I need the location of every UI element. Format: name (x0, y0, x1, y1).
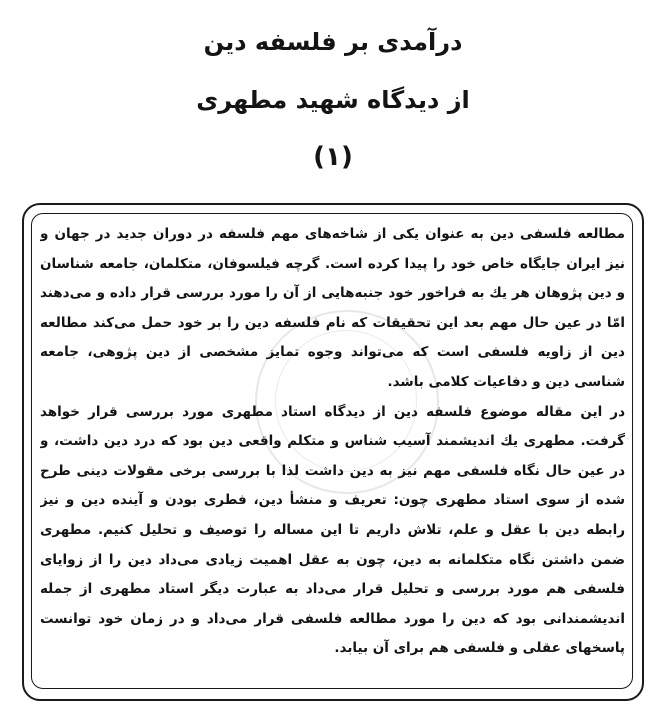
abstract-paragraph-2: در این مقاله موضوع فلسفه دین از دیدگاه استاد مطهری مورد بررسی قرار خواهد گرفت. مطهری یك اندیشمند آسیب شناس و متکلم واقعی دین بود که درد دین داشت، و در عین حال نگاه فلسفی مهم نیز به دین داشت لذا با بررسی برخی مقولات دینی طرح شده از سوی استاد مطهری چون: تعریف و منشأ دین، فطری بودن و آینده دین و نیز رابطه دین با عقل و علم، تلاش داریم تا این مساله را توصیف و تحلیل کنیم. مطهری ضمن داشتن نگاه متکلمانه به دین، چون به عقل اهمیت زیادی می‌داد دین را از زوایای فلسفی هم مورد بررسی و تحلیل قرار می‌داد به عبارت دیگر استاد مطهری از جمله اندیشمندانی بود که دین را مورد مطالعه فلسفی قرار می‌داد و در زمان خود توانست پاسخهای عقلی و فلسفی هم برای آن بیابد. (40, 403, 625, 657)
part-number: (۱) (313, 142, 353, 172)
page-title-line-2: از دیدگاه شهید مطهری (196, 86, 470, 114)
abstract-paragraph-1: مطالعه فلسفی دین به عنوان یکی از شاخه‌های مهم فلسفه در دوران جدید در جهان و نیز ایران جایگاه خاص خود را پیدا کرده است. گرچه فیلسوفان، متکلمان، جامعه شناسان و دین پژوهان هر یك به فراخور خود جنبه‌هایی از آن را مورد بررسی قرار داده و می‌دهند امّا در عین حال مهم بعد این تحقیقات که نام فلسفه دین را بر خود حمل می‌کند مطالعه دین از زاویه فلسفی است که می‌تواند وجوه تمایز مشخصی از دین پژوهی، جامعه شناسی دین و دفاعیات کلامی باشد. (40, 226, 625, 390)
page-title-line-1: درآمدی بر فلسفه دین (203, 28, 463, 56)
abstract-box (40, 220, 625, 685)
